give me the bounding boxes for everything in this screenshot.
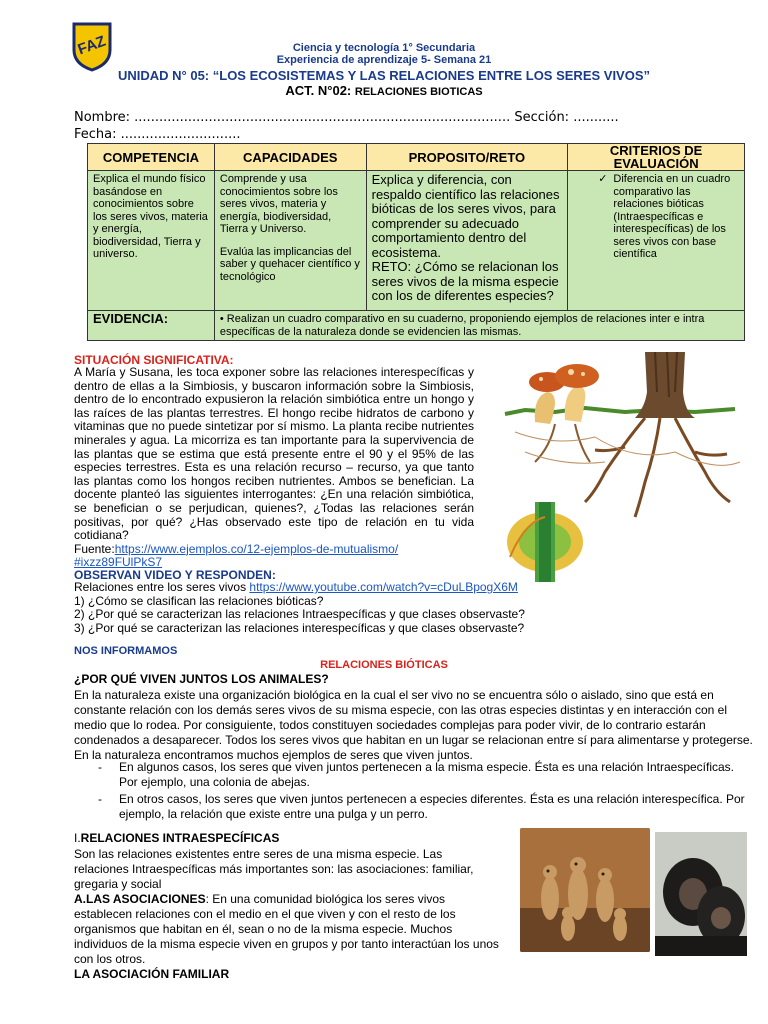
informamos-title: NOS INFORMAMOS (74, 645, 178, 657)
proposito-text: Explica y diferencia, con respaldo científico las relaciones bióticas de los seres vivos, para comprender su adecuado comportamiento dentro del ecosistema. (371, 172, 560, 260)
question-1: 1) ¿Cómo se clasifican las relaciones bióticas? (74, 593, 324, 608)
evidence-row (88, 311, 745, 341)
name-section-field[interactable]: Nombre: ........................................................................................... Sección: ........... (74, 110, 619, 125)
situacion-text (74, 366, 474, 570)
header-competencia: COMPETENCIA (88, 144, 215, 171)
capacidad-1: Comprende y usa conocimientos sobre los seres vivos, materia y energía, biodiversidad, Tierra y Universo. (219, 173, 338, 235)
informamos-text: En la naturaleza existe una organización biológica en la cual el ser vivo no se encuentra sólo o aislado, sino que está en constante relación con los demás seres vivos de su misma especie, con las otras especies distintas y en interacción con el medio que lo rodea. Por consiguiente, todos constituyen sociedades complejas para poder vivir, de lo contrario estarán condenados a desaparecer. Todos los seres vivos que habitan en un lugar se relacionan entre sí para alimentarse y protegerse. En la naturaleza encontramos muchos ejemplos de seres que viven juntos. (74, 688, 753, 762)
situacion-title: SITUACIÓN SIGNIFICATIVA: (74, 353, 234, 367)
video-title: OBSERVAN VIDEO Y RESPONDEN: (74, 568, 276, 582)
why-question: ¿POR QUÉ VIVEN JUNTOS LOS ANIMALES? (74, 672, 329, 686)
header-experience: Experiencia de aprendizaje 5- Semana 21 (276, 54, 492, 66)
date-field[interactable]: Fecha: ............................. (74, 127, 241, 142)
header-course: Ciencia y tecnología 1° Secundaria (292, 42, 476, 54)
chimpanzees-photo (655, 832, 747, 956)
cell-competencia: Explica el mundo físico basándose en conocimientos sobre los seres vivos, materia y energía, biodiversidad, Tierra y universo. (88, 171, 215, 311)
asociaciones-label: A.LAS ASOCIACIONES (74, 892, 206, 906)
activity-number: ACT. N°02: (285, 83, 352, 98)
fuente-label: Fuente: (74, 541, 115, 556)
table-header-row (88, 144, 745, 171)
table-content-row (88, 171, 745, 311)
header-criterios: CRITERIOS DE EVALUACIÓN (568, 144, 745, 171)
evidence-text: • Realizan un cuadro comparativo en su cuaderno, proponiendo ejemplos de relaciones inter e intra específicas de la naturaleza donde se evidencien las mismas. (214, 311, 744, 341)
intra-title: RELACIONES INTRAESPECÍFICAS (80, 831, 280, 845)
bioticas-title: RELACIONES BIÓTICAS (320, 659, 448, 671)
list-item: - En otros casos, los seres que viven juntos pertenecen a especies diferentes. Ésta es una relación interespecífica. Por ejemplo, la relación que existe entre una pulga y un perro. (74, 792, 754, 822)
video-link[interactable]: https://www.youtube.com/watch?v=cDuLBpogX6M (249, 580, 518, 594)
capacidad-2: Evalúa las implicancias del saber y quehacer científico y tecnológico (219, 245, 360, 283)
fuente-link[interactable]: https://www.ejemplos.co/12-ejemplos-de-mutualismo/ (114, 541, 399, 556)
video-block (74, 581, 754, 635)
mycorrhiza-illustration (495, 352, 745, 582)
asociaciones-text: : En una comunidad biológica los seres vivos establecen relaciones con el medio en el que viven y con el resto de los organismos que habitan en él, sean o no de la misma especie. Muchos individuos de la misma especie viven en grupos y por tanto interactúan los unos con los otros. (74, 892, 499, 966)
question-3: 3) ¿Por qué se caracterizan las relaciones interespecíficas y que clases observaste? (74, 620, 525, 635)
meerkats-photo (520, 828, 650, 952)
logo-text: FAZ (75, 32, 109, 59)
header-unit: UNIDAD N° 05: “LOS ECOSISTEMAS Y LAS RELACIONES ENTRE LOS SERES VIVOS” (117, 68, 651, 83)
intra-block (74, 847, 500, 982)
situacion-body: A María y Susana, les toca exponer sobre las relaciones interespecíficas y dentro de ellas a la Simbiosis, y buscaron información sobre la Simbiosis, dentro de lo encontrado expusieron la relación simbiótica entre un hongo y las raíces de las plantas terrestres. El hongo recibe hidratos de carbono y vitaminas que no puede sintetizar por sí mismo. La planta recibe nutrientes minerales y agua. La micorriza es tan importante para la supervivencia de las plantas que se estima que está presente entre el 90 y el 95% de las especies terrestres. Esta es una relación recurso – recurso, ya que tanto las plantas como los hongos reciben nutrientes. Ambos se benefician. La docente planteó las siguientes interrogantes: ¿En una relación simbiótica, se benefician o se perjudican, quienes?, ¿Todas las relaciones serán positivas, por qué? ¿Has observado este tipo de relación en tu vida cotidiana? (74, 365, 474, 543)
criterio-text: Diferencia en un cuadro comparativo las relaciones bióticas (Intraespecíficas e interespecíficas) de los seres vivos con base científica (613, 173, 731, 260)
competency-table (87, 143, 745, 341)
fuente-link-anchor[interactable]: #ixzz89FUlPkS7 (74, 555, 163, 570)
evidence-label: EVIDENCIA: (88, 311, 215, 341)
question-2: 2) ¿Por qué se caracterizan las relaciones Intraespecíficas y que clases observaste? (74, 607, 525, 622)
list-item: - En algunos casos, los seres que viven juntos pertenecen a la misma especie. Ésta es una relación Intraespecíficas. Por ejemplo, una colonia de abejas. (74, 760, 754, 790)
intra-text: Son las relaciones existentes entre seres de una misma especie. Las relaciones Intraespecíficas más importantes son: las asociaciones: familiar, gregaria y social (74, 847, 474, 891)
header-proposito: PROPOSITO/RETO (366, 144, 568, 171)
header-capacidades: CAPACIDADES (214, 144, 366, 171)
cell-proposito (366, 171, 568, 311)
reto-text: RETO: ¿Cómo se relacionan los seres vivos de la misma especie con los de diferentes especies? (371, 259, 559, 303)
cell-criterios (568, 171, 745, 311)
intra-heading (74, 832, 279, 846)
familiar-title: LA ASOCIACIÓN FAMILIAR (74, 967, 230, 981)
video-intro: Relaciones entre los seres vivos (74, 580, 250, 594)
cell-capacidades (214, 171, 366, 311)
relation-list (74, 760, 754, 822)
intra-roman: I. (74, 831, 81, 845)
activity-title: RELACIONES BIOTICAS (354, 86, 483, 98)
check-icon: ✓ (598, 173, 608, 185)
header-activity (0, 83, 768, 98)
